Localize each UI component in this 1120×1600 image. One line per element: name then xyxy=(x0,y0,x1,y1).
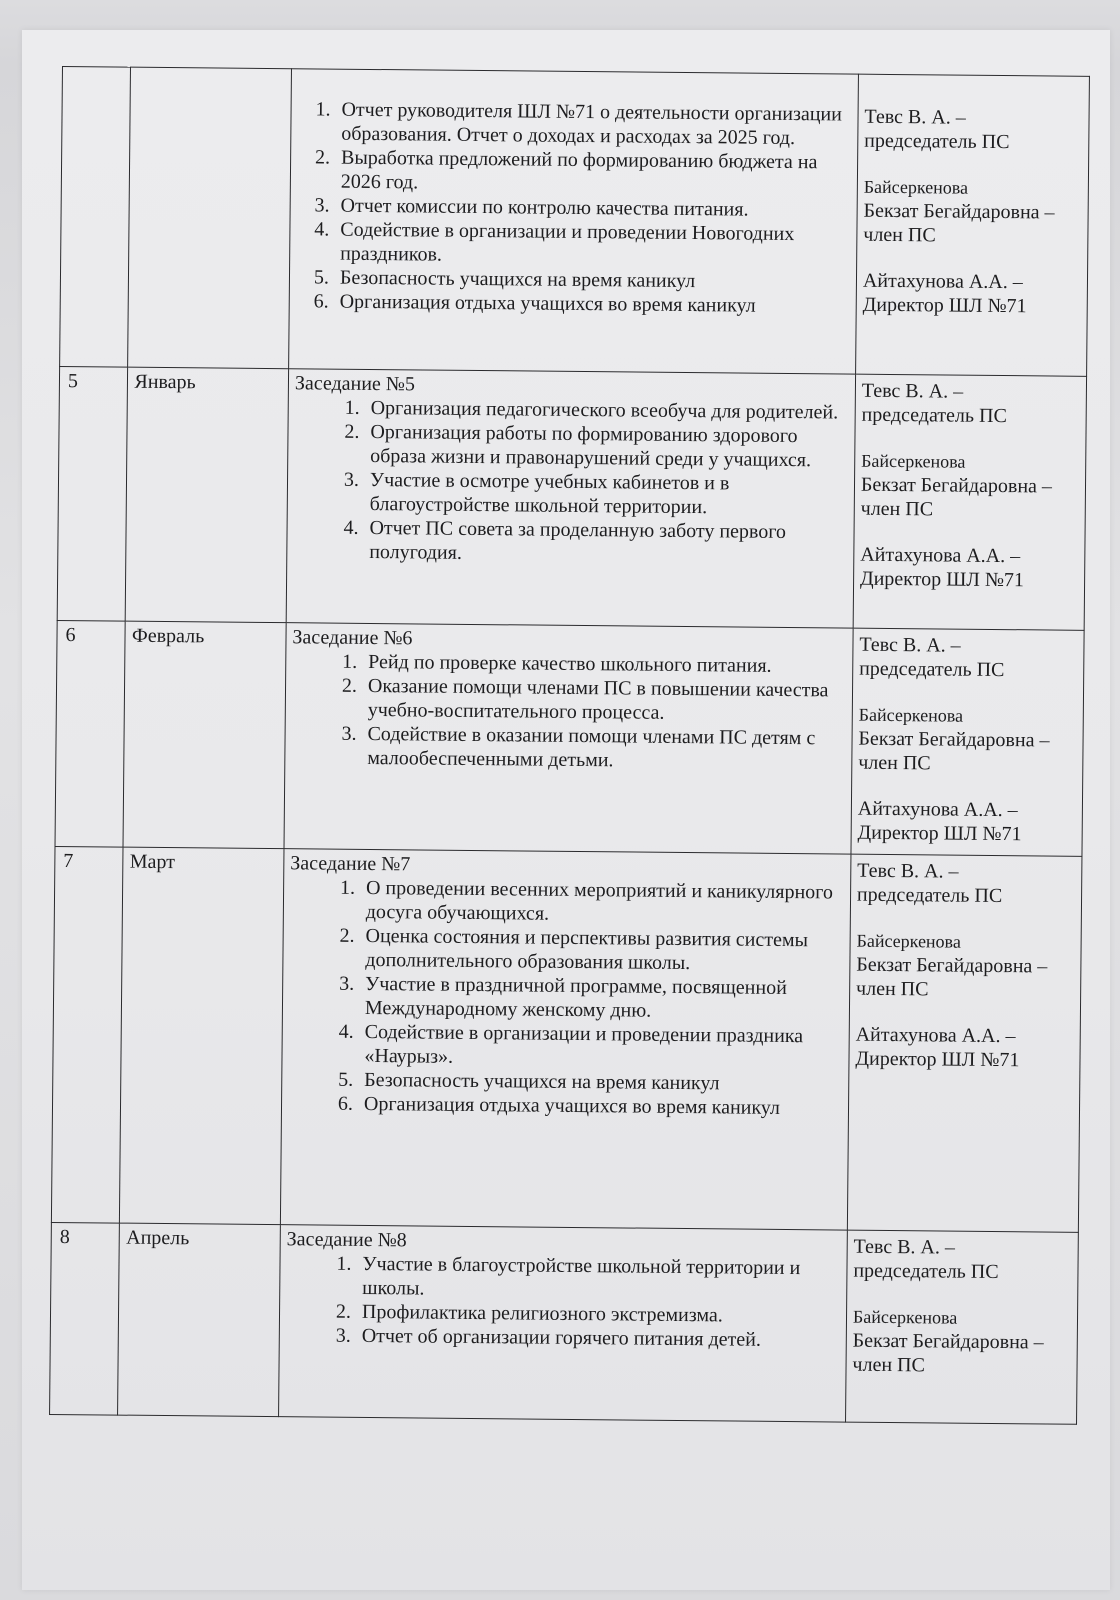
row-agenda xyxy=(286,369,855,628)
table-row xyxy=(55,620,1084,856)
responsible-member: Байсеркенова Бекзат Бегайдаровна – член ПС xyxy=(858,704,1050,775)
agenda-list xyxy=(291,649,846,774)
row-responsible xyxy=(853,374,1087,630)
list-item: 2. Оценка состояния и перспективы развития системы дополнительного образования школы. xyxy=(359,924,843,977)
responsible-chair: Тевс В. А. – председатель ПС xyxy=(856,859,1003,908)
row-month: Февраль xyxy=(123,621,286,849)
list-item: 5. Безопасность учащихся на время каникул xyxy=(334,266,850,295)
row-month: Март xyxy=(120,847,284,1225)
list-item: 3. Участие в осмотре учебных кабинетов и в благоустройстве школьной территории. xyxy=(364,468,848,521)
responsible-director: Айтахунова А.А. – Директор ШЛ №71 xyxy=(862,269,1027,318)
list-item: 2. Оказание помощи членами ПС в повышении качества учебно-воспитательного процесса. xyxy=(362,674,846,727)
list-item: 1. Рейд по проверке качество школьного питания. xyxy=(362,650,846,679)
responsible-member: Байсеркенова Бекзат Бегайдаровна – член ПС xyxy=(863,176,1055,247)
row-number: 7 xyxy=(51,846,123,1223)
responsible-chair: Тевс В. А. – председатель ПС xyxy=(861,379,1007,428)
list-item: 2. Выработка предложений по формированию бюджета на 2026 год. xyxy=(335,146,851,199)
responsible-director: Айтахунова А.А. – Директор ШЛ №71 xyxy=(855,1023,1020,1072)
row-responsible xyxy=(847,854,1082,1232)
table-row xyxy=(57,366,1086,630)
agenda-list xyxy=(293,395,849,568)
list-item: 4. Содействие в организации и проведении праздника «Наурыз». xyxy=(358,1020,842,1073)
list-item: 1. Отчет руководителя ШЛ №71 о деятельности организации образования. Отчет о доходах и расходах за 2025 год. xyxy=(335,98,851,151)
row-number: 8 xyxy=(50,1222,120,1415)
row-month: Январь xyxy=(126,367,289,623)
plan-table xyxy=(49,66,1090,1425)
row-number: 5 xyxy=(57,366,128,621)
row-agenda xyxy=(278,1225,847,1422)
row-month xyxy=(128,67,291,369)
responsible-chair: Тевс В. А. – председатель ПС xyxy=(853,1235,999,1284)
table-row xyxy=(51,846,1082,1232)
row-agenda xyxy=(280,849,851,1230)
agenda-list xyxy=(288,875,844,1120)
list-item: 3. Участие в праздничной программе, посвященной Международному женскому дню. xyxy=(359,972,843,1025)
list-item: 6. Организация отдыха учащихся во время каникул xyxy=(334,290,850,319)
list-item: 4. Отчет ПС совета за проделанную заботу первого полугодия. xyxy=(363,516,847,569)
row-responsible xyxy=(855,74,1089,376)
table-row xyxy=(60,67,1090,377)
meeting-title: Заседание №6 xyxy=(292,626,413,650)
row-month: Апрель xyxy=(118,1223,280,1417)
list-item: 3. Содействие в оказании помощи членами ПС детям с малообеспеченными детьми. xyxy=(361,722,845,775)
table-row xyxy=(50,1222,1079,1424)
list-item: 4. Содействие в организации и проведении Новогодних праздников. xyxy=(334,218,850,271)
agenda-list xyxy=(296,97,852,318)
row-number xyxy=(60,67,131,368)
row-responsible xyxy=(851,628,1084,856)
meeting-title: Заседание №5 xyxy=(294,372,416,396)
responsible-member: Байсеркенова Бекзат Бегайдаровна – член ПС xyxy=(855,930,1048,1001)
responsible-member: Байсеркенова Бекзат Бегайдаровна – член ПС xyxy=(860,450,1053,521)
meeting-title: Заседание №8 xyxy=(286,1228,407,1252)
responsible-director: Айтахунова А.А. – Директор ШЛ №71 xyxy=(857,797,1022,846)
list-item: 5. Безопасность учащихся на время каникул xyxy=(358,1068,842,1097)
meeting-title: Заседание №7 xyxy=(290,852,411,876)
list-item: 3. Отчет комиссии по контролю качества питания. xyxy=(334,194,850,223)
row-agenda xyxy=(284,623,853,854)
list-item: 6. Организация отдыха учащихся во время каникул xyxy=(358,1092,842,1121)
responsible-director: Айтахунова А.А. – Директор ШЛ №71 xyxy=(859,543,1025,592)
row-number: 6 xyxy=(55,620,126,847)
row-responsible xyxy=(845,1230,1078,1424)
list-item: 1. Организация педагогического всеобуча для родителей. xyxy=(365,396,849,425)
responsible-member: Байсеркенова Бекзат Бегайдаровна – член ПС xyxy=(852,1306,1044,1377)
list-item: 1. Участие в благоустройстве школьной территории и школы. xyxy=(356,1252,840,1305)
list-item: 2. Организация работы по формированию здорового образа жизни и правонарушений среди у учащихся. xyxy=(364,420,848,473)
row-agenda xyxy=(289,69,859,374)
list-item: 3. Отчет об организации горячего питания детей. xyxy=(356,1324,840,1353)
list-item: 1. О проведении весенних мероприятий и каникулярного досуга обучающихся. xyxy=(360,876,844,929)
agenda-list xyxy=(286,1251,841,1352)
responsible-chair: Тевс В. А. – председатель ПС xyxy=(864,105,1010,154)
responsible-chair: Тевс В. А. – председатель ПС xyxy=(859,633,1005,682)
list-item: 2. Профилактика религиозного экстремизма. xyxy=(356,1300,840,1329)
